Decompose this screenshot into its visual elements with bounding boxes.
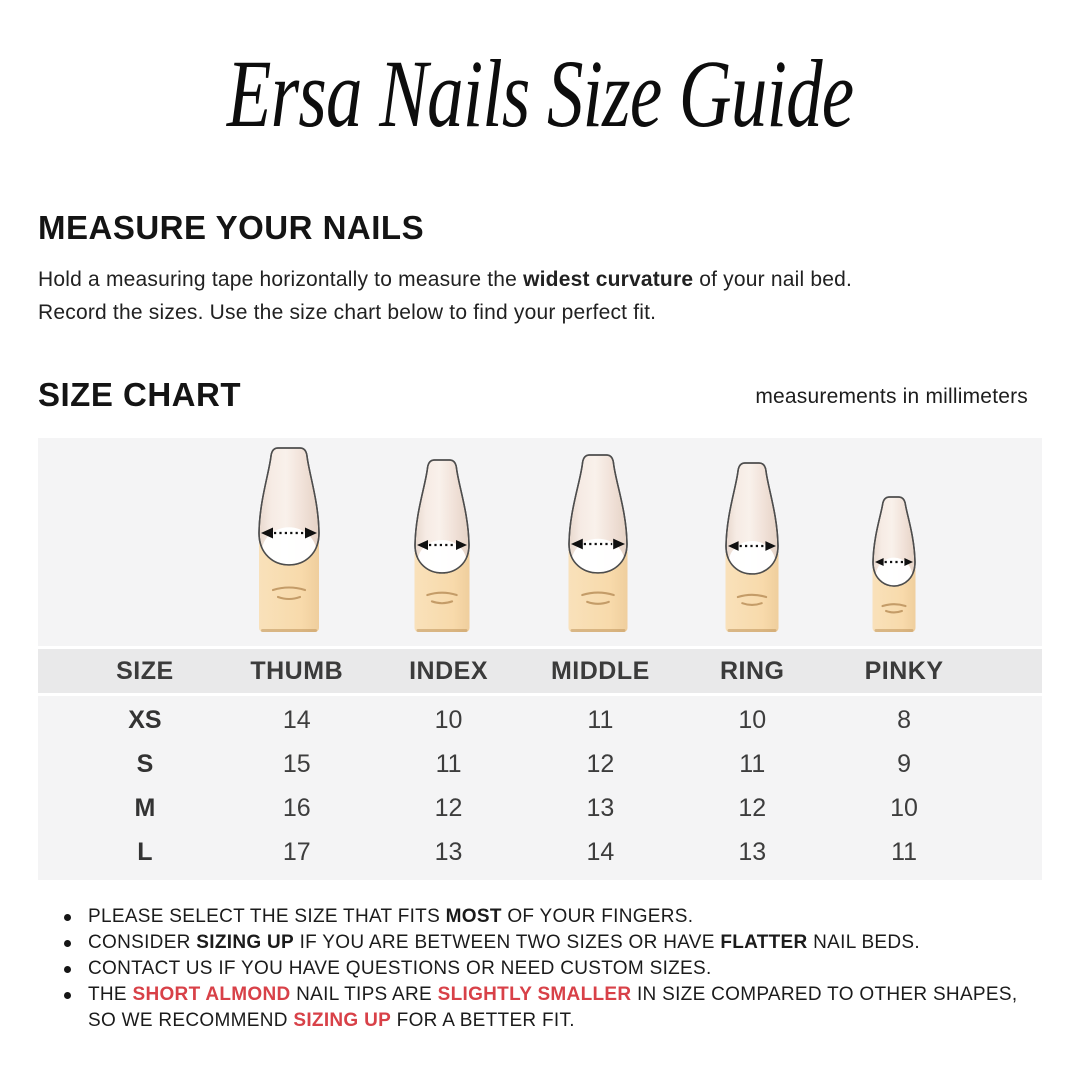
note-item-3 [58, 956, 1040, 982]
column-header-size: SIZE [116, 656, 174, 685]
pinky-finger-illustration [873, 497, 916, 632]
text-segment: IN SIZE COMPARED TO OTHER SHAPES, SO WE RECOMMEND [88, 984, 1018, 1032]
cell-pinky-xs: 8 [897, 705, 912, 734]
cell-ring-l: 13 [738, 837, 767, 866]
size-label-xs: XS [128, 705, 162, 734]
size-row-m [38, 786, 1042, 830]
text-segment: PLEASE SELECT THE SIZE THAT FITS [88, 906, 446, 928]
column-header-middle: MIDDLE [550, 656, 650, 685]
column-header-index: INDEX [409, 656, 489, 685]
cell-middle-xs: 11 [587, 705, 614, 734]
measurement-unit-note: measurements in millimeters [755, 385, 1028, 409]
intro-line [38, 263, 1042, 296]
intro-paragraph [38, 263, 1042, 329]
cell-index-m: 12 [434, 793, 463, 822]
note-item-1 [58, 904, 1040, 930]
size-row-s [38, 742, 1042, 786]
text-segment: OF YOUR FINGERS. [501, 906, 694, 928]
cell-pinky-m: 10 [890, 793, 918, 822]
size-row-l [38, 830, 1042, 874]
highlighted-text: SLIGHTLY SMALLER [437, 984, 632, 1006]
size-label-s: S [136, 749, 154, 778]
page-title: Ersa Nails Size Guide [226, 40, 854, 147]
text-segment: FOR A BETTER FIT. [391, 1010, 575, 1032]
fingers-illustration-area [38, 438, 1042, 646]
text-segment: Record the sizes. Use the size chart below to find your perfect fit. [38, 300, 657, 324]
cell-pinky-l: 11 [891, 837, 918, 866]
cell-ring-s: 11 [739, 749, 766, 778]
note-item-2 [58, 930, 1040, 956]
text-segment: CONTACT US IF YOU HAVE QUESTIONS OR NEED CUSTOM SIZES. [88, 958, 712, 980]
column-header-thumb: THUMB [250, 656, 344, 685]
text-segment: THE [88, 984, 133, 1006]
bold-text: widest curvature [523, 267, 694, 291]
notes-list [58, 904, 1040, 1034]
cell-index-xs: 10 [434, 705, 463, 734]
cell-index-l: 13 [434, 837, 463, 866]
text-segment: CONSIDER [88, 932, 197, 954]
cell-ring-m: 12 [738, 793, 767, 822]
size-label-l: L [137, 837, 153, 866]
bold-text: MOST [445, 906, 502, 928]
highlighted-text: SHORT ALMOND [132, 984, 291, 1006]
cell-middle-m: 13 [586, 793, 615, 822]
size-chart-heading: SIZE CHART [38, 375, 241, 413]
cell-middle-s: 12 [586, 749, 615, 778]
measure-heading: MEASURE YOUR NAILS [38, 209, 425, 246]
page-title-wrap [0, 0, 1080, 147]
index-finger-illustration [415, 460, 470, 632]
size-chart-panel [38, 438, 1042, 880]
size-chart-body [38, 696, 1042, 880]
size-row-xs [38, 698, 1042, 742]
cell-thumb-l: 17 [282, 837, 311, 866]
size-label-m: M [134, 793, 156, 822]
text-segment: IF YOU ARE BETWEEN TWO SIZES OR HAVE [294, 932, 721, 954]
text-segment: NAIL TIPS ARE [290, 984, 438, 1006]
cell-thumb-m: 16 [282, 793, 311, 822]
note-item-4 [58, 982, 1040, 1034]
bold-text: SIZING UP [196, 932, 294, 954]
text-segment: NAIL BEDS. [807, 932, 920, 954]
cell-thumb-s: 15 [282, 749, 311, 778]
thumb-finger-illustration [259, 448, 319, 632]
cell-middle-l: 14 [586, 837, 615, 866]
size-chart-heading-row [38, 375, 1028, 415]
cell-ring-xs: 10 [738, 705, 767, 734]
text-segment: Hold a measuring tape horizontally to measure the [38, 267, 524, 291]
fingers-illustration [38, 438, 1042, 646]
cell-index-s: 11 [435, 749, 462, 778]
cell-pinky-s: 9 [897, 749, 912, 778]
size-chart-header-row [38, 646, 1042, 696]
ring-finger-illustration [726, 463, 779, 632]
bold-text: FLATTER [720, 932, 808, 954]
highlighted-text: SIZING UP [293, 1010, 392, 1032]
text-segment: of your nail bed. [693, 267, 853, 291]
column-header-pinky: PINKY [864, 656, 944, 685]
middle-finger-illustration [569, 455, 628, 632]
cell-thumb-xs: 14 [282, 705, 311, 734]
column-header-ring: RING [719, 656, 785, 685]
intro-line [38, 296, 1042, 329]
